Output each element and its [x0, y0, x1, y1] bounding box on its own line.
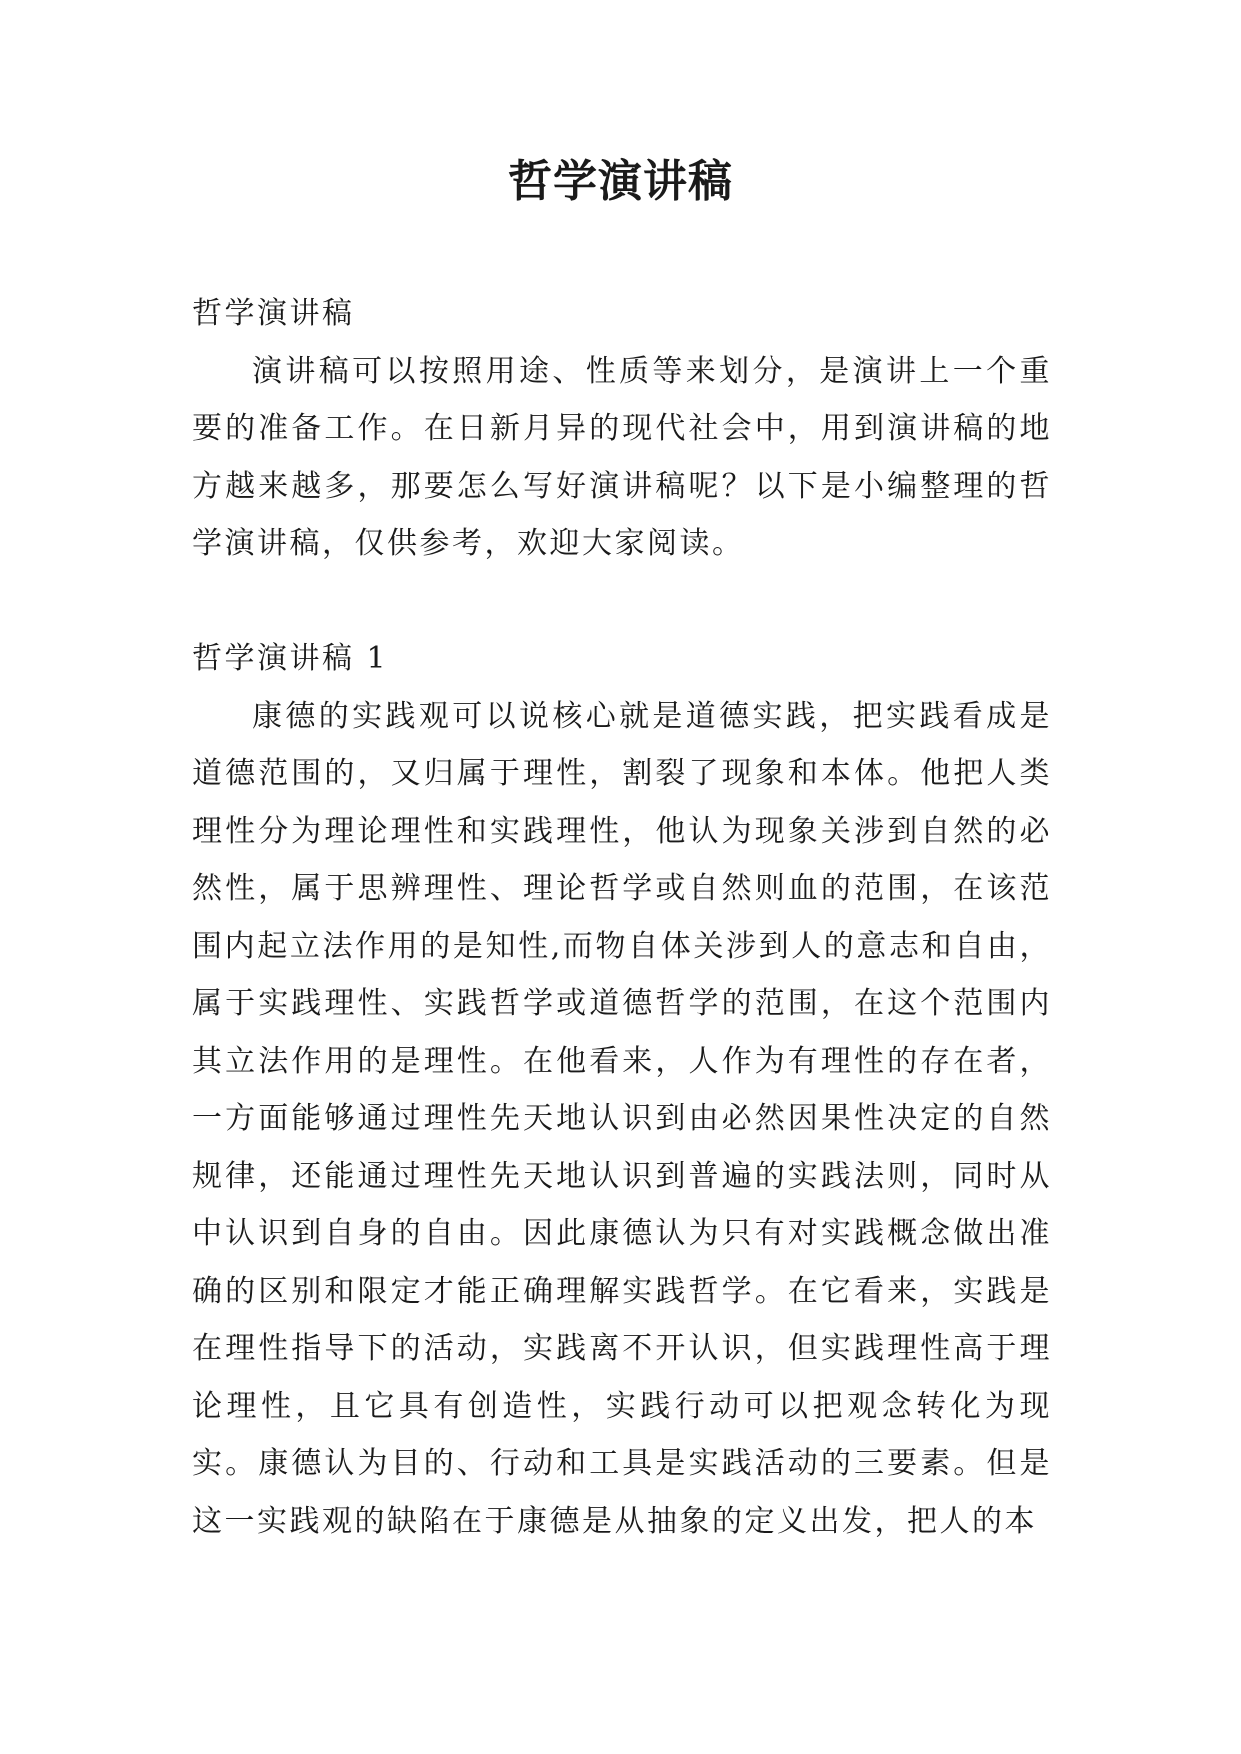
document-body	[192, 285, 1052, 1550]
document-title: 哲学演讲稿	[508, 156, 733, 207]
section-1-heading: 哲学演讲稿 1	[192, 641, 389, 676]
section-1-paragraph: 康德的实践观可以说核心就是道德实践，把实践看成是道德范围的，又归属于理性，割裂了现象和本体。他把人类理性分为理论理性和实践理性，他认为现象关涉到自然的必然性，属于思辨理性、理论哲学或自然则血的范围，在该范围内起立法作用的是知性,而物自体关涉到人的意志和自由，属于实践理性、实践哲学或道德哲学的范围，在这个范围内其立法作用的是理性。在他看来，人作为有理性的存在者，一方面能够通过理性先天地认识到由必然因果性决定的自然规律，还能通过理性先天地认识到普遍的实践法则，同时从中认识到自身的自由。因此康德认为只有对实践概念做出准确的区别和限定才能正确理解实践哲学。在它看来，实践是在理性指导下的活动，实践离不开认识，但实践理性高于理论理性，且它具有创造性，实践行动可以把观念转化为现实。康德认为目的、行动和工具是实践活动的三要素。但是这一实践观的缺陷在于康德是从抽象的定义出发，把人的本	[192, 698, 1052, 1539]
intro-paragraph: 演讲稿可以按照用途、性质等来划分，是演讲上一个重要的准备工作。在日新月异的现代社会中，用到演讲稿的地方越来越多，那要怎么写好演讲稿呢？以下是小编整理的哲学演讲稿，仅供参考，欢迎大家阅读。	[192, 353, 1052, 561]
paragraph-spacer	[192, 573, 1052, 631]
intro-heading: 哲学演讲稿	[192, 296, 355, 331]
